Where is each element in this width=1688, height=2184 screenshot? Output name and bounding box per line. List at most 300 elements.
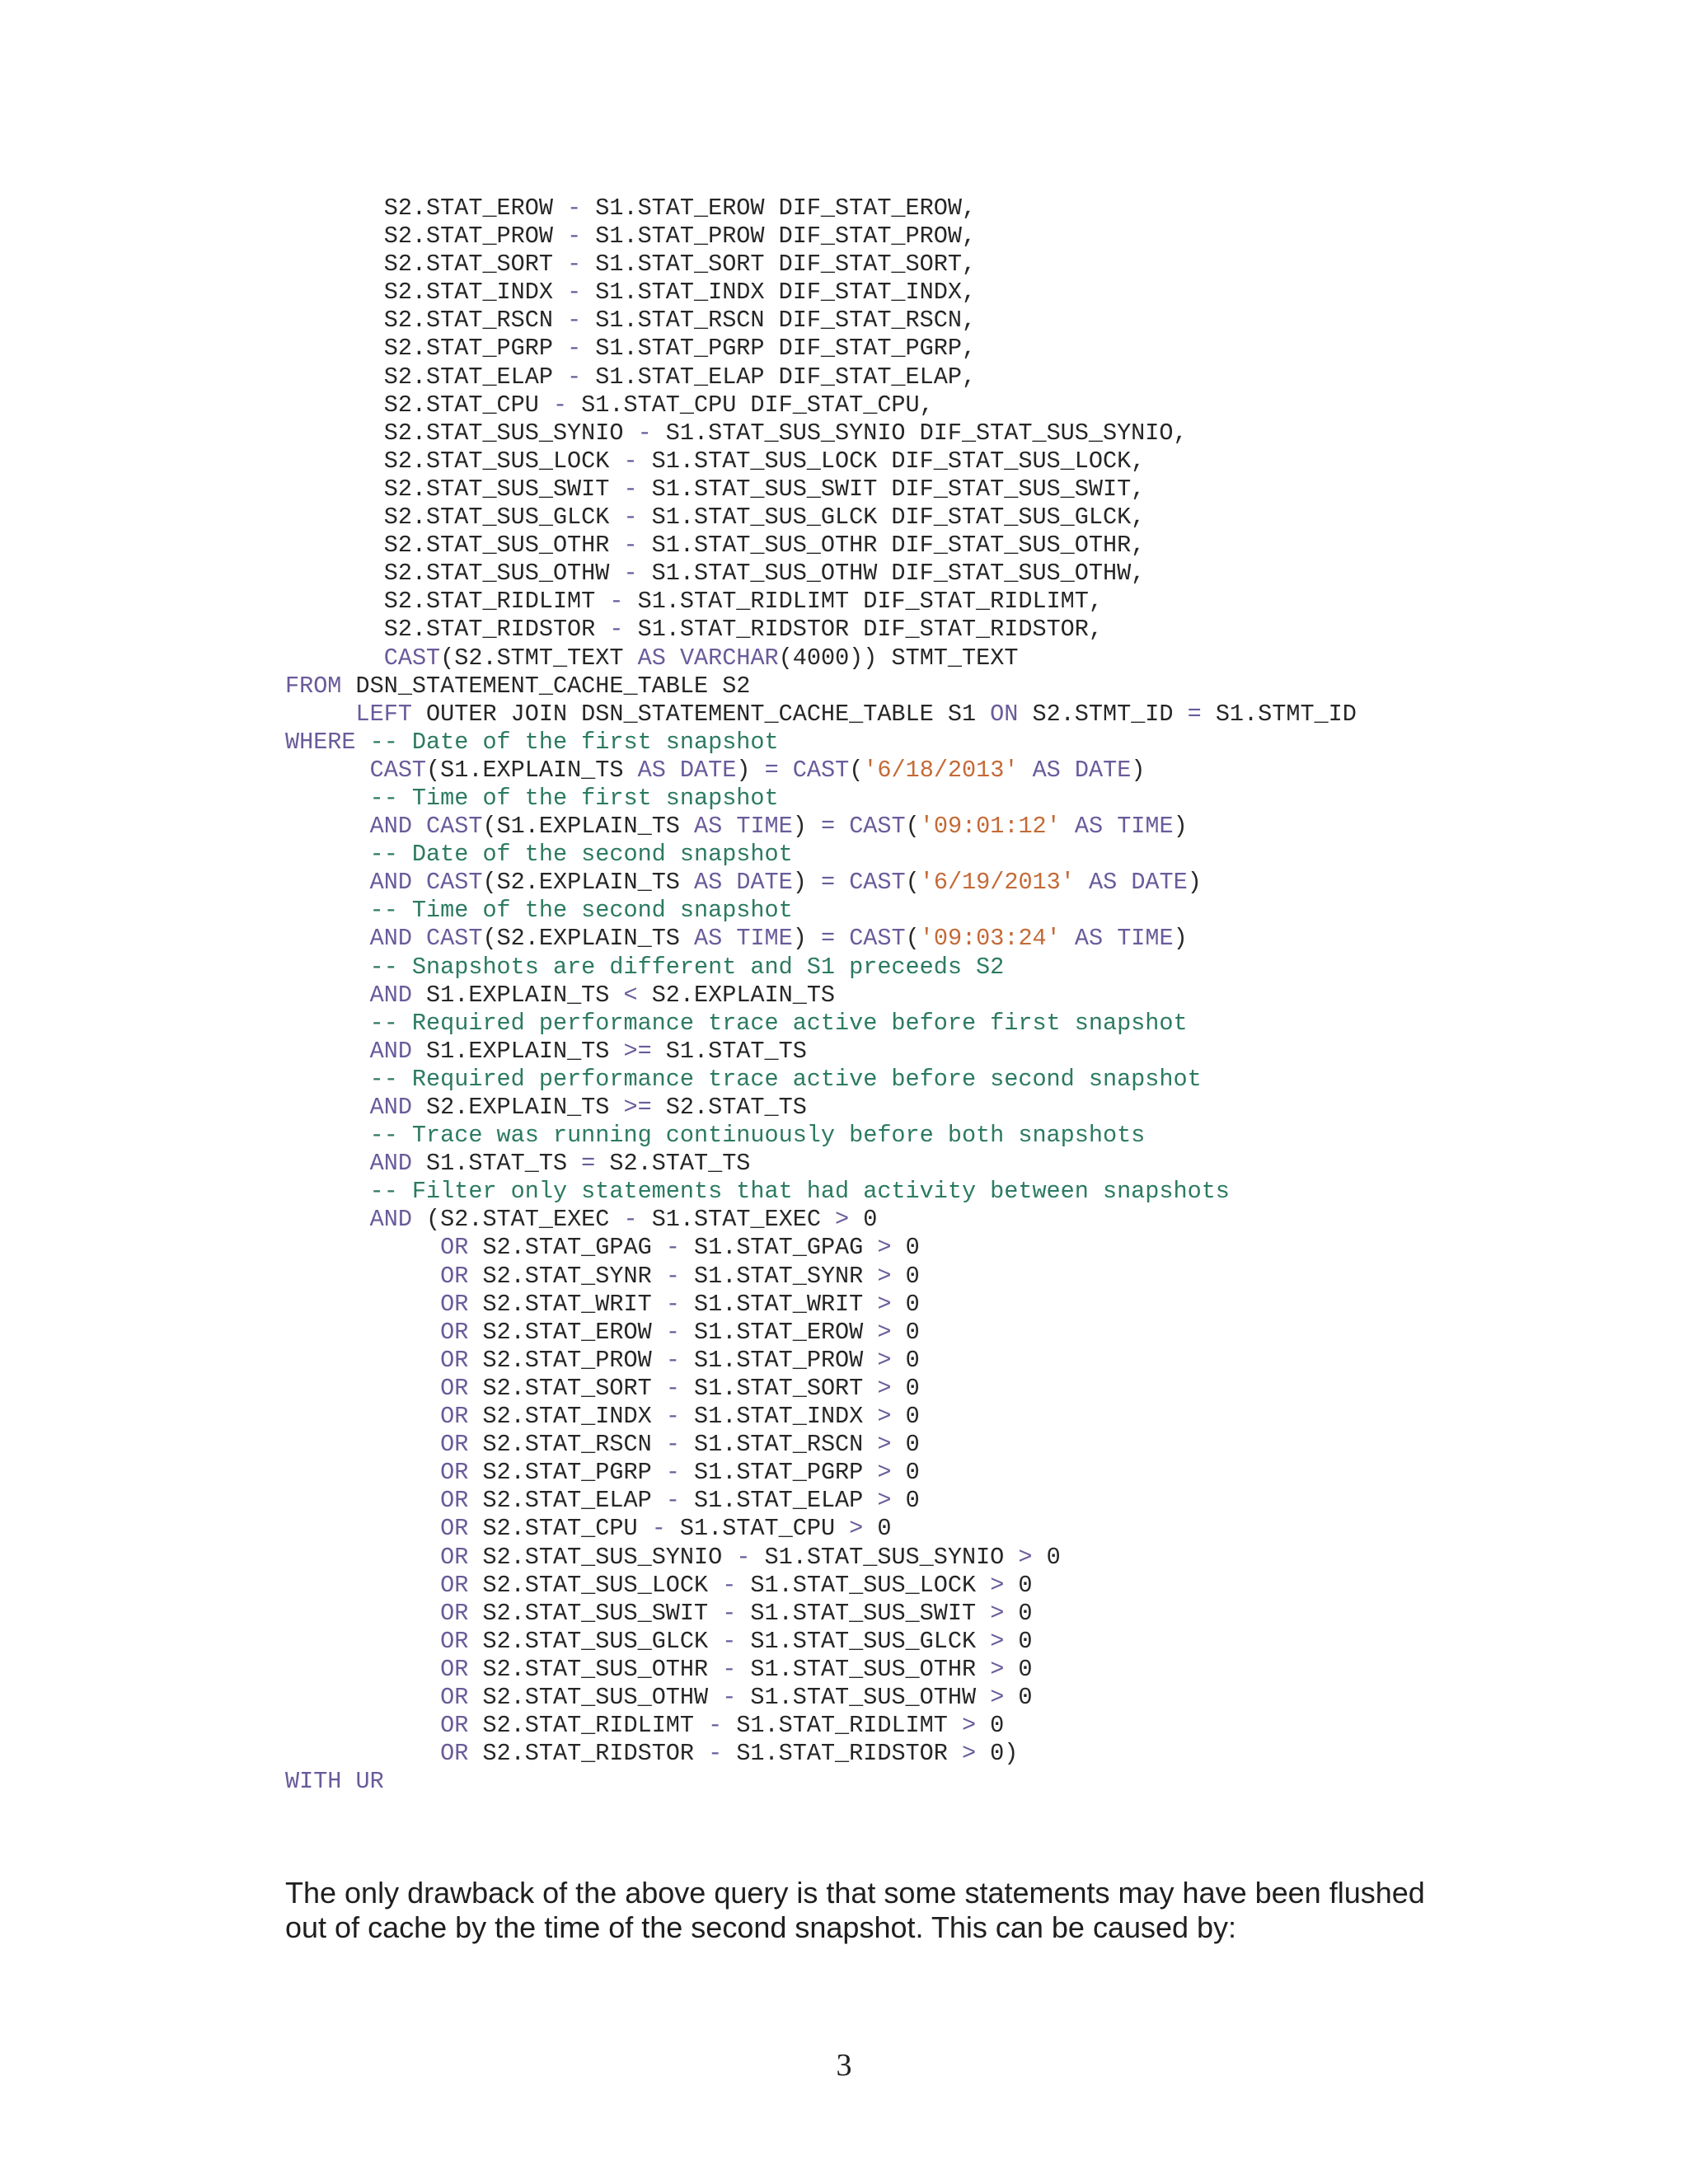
code-token: -: [665, 1318, 680, 1346]
code-line: [285, 925, 1357, 953]
code-token: S1.STAT_SUS_OTHR DIF_STAT_SUS_OTHR,: [637, 532, 1146, 560]
code-line: [285, 1094, 1357, 1122]
code-line: [285, 1628, 1357, 1656]
code-token: AS: [637, 644, 666, 672]
code-token: [285, 1010, 370, 1037]
code-token: S2.STAT_RIDSTOR: [468, 1740, 709, 1768]
code-line: [285, 335, 1357, 363]
code-token: >: [877, 1431, 892, 1459]
code-token: CAST: [849, 925, 906, 953]
code-token: S2.STMT_ID: [1018, 700, 1188, 728]
code-token: OR: [440, 1431, 469, 1459]
code-token: S1.STAT_RIDLIMT DIF_STAT_RIDLIMT,: [623, 588, 1103, 616]
code-token: S1.STAT_EROW: [679, 1318, 878, 1346]
code-line: [285, 448, 1357, 476]
code-token: ): [792, 813, 821, 841]
code-token: -- Date of the second snapshot: [369, 841, 793, 869]
code-token: S1.STAT_PGRP: [679, 1459, 878, 1487]
code-line: [285, 1263, 1357, 1291]
code-token: S2.STAT_CPU: [468, 1515, 652, 1543]
code-token: >: [877, 1459, 892, 1487]
code-token: S2.STAT_SUS_GLCK: [468, 1627, 723, 1655]
code-token: OR: [440, 1459, 469, 1487]
code-token: AS: [1074, 925, 1104, 953]
code-token: [722, 925, 736, 952]
code-token: ): [1173, 925, 1188, 953]
code-token: [285, 954, 370, 981]
code-token: S2.STAT_SORT: [285, 251, 568, 279]
code-token: S2.EXPLAIN_TS: [637, 981, 836, 1009]
code-token: [285, 925, 370, 952]
code-token: [285, 1544, 440, 1571]
code-line: [285, 1515, 1357, 1543]
code-token: S1.STAT_TS: [411, 1150, 582, 1178]
code-token: OR: [440, 1403, 469, 1431]
code-token: -: [623, 475, 638, 503]
code-token: >: [877, 1290, 892, 1318]
code-token: FROM: [285, 672, 342, 700]
code-line: [285, 1572, 1357, 1600]
code-token: -: [665, 1431, 680, 1459]
code-token: >: [877, 1403, 892, 1431]
code-token: S1.STAT_PROW: [679, 1346, 878, 1374]
code-token: [412, 813, 426, 840]
code-line: [285, 701, 1357, 729]
code-token: ): [792, 925, 821, 953]
code-token: S1.EXPLAIN_TS: [411, 981, 624, 1009]
code-token: [1018, 757, 1032, 784]
code-token: 0: [891, 1487, 920, 1515]
code-line: [285, 532, 1357, 560]
code-token: S2.STAT_RSCN: [285, 307, 568, 335]
code-line: [285, 1487, 1357, 1515]
code-token: >: [877, 1234, 892, 1262]
code-token: (S2.STAT_EXEC: [411, 1206, 624, 1234]
code-token: [285, 1656, 440, 1683]
code-token: =: [581, 1150, 596, 1178]
code-token: S1.STAT_PGRP DIF_STAT_PGRP,: [581, 335, 977, 363]
code-line: [285, 1038, 1357, 1066]
code-line: [285, 954, 1357, 982]
code-token: 0: [1004, 1571, 1033, 1599]
code-token: [285, 1628, 440, 1655]
code-token: [285, 897, 370, 924]
code-token: CAST: [369, 756, 427, 784]
code-token: S2.STAT_TS: [651, 1094, 807, 1121]
code-token: AS: [637, 756, 666, 784]
code-token: S2.STAT_SUS_OTHR: [468, 1655, 723, 1683]
code-token: OR: [440, 1515, 469, 1543]
code-token: [285, 1319, 440, 1346]
code-token: -: [552, 391, 568, 419]
code-token: VARCHAR: [679, 644, 779, 672]
code-line: [285, 1403, 1357, 1431]
code-line: [285, 1656, 1357, 1684]
code-token: [285, 1375, 440, 1402]
code-token: [285, 1600, 440, 1627]
code-token: [835, 813, 849, 840]
code-line: [285, 1431, 1357, 1459]
code-token: 0: [1004, 1683, 1033, 1711]
code-token: =: [764, 756, 779, 784]
code-token: DSN_STATEMENT_CACHE_TABLE S2: [341, 672, 751, 700]
code-token: -: [665, 1487, 680, 1515]
code-token: -- Time of the first snapshot: [369, 784, 779, 812]
code-token: AS: [694, 925, 723, 953]
code-line: [285, 1712, 1357, 1740]
code-token: AS: [1032, 756, 1061, 784]
code-token: 0: [891, 1403, 920, 1431]
code-token: [285, 1206, 370, 1233]
code-token: -: [651, 1515, 666, 1543]
code-token: S1.STAT_SUS_LOCK: [736, 1571, 991, 1599]
code-token: -: [567, 223, 582, 251]
code-token: AND: [369, 1037, 412, 1065]
code-token: (S2.EXPLAIN_TS: [482, 925, 695, 953]
code-token: WITH: [285, 1768, 342, 1796]
code-token: -: [736, 1543, 751, 1571]
code-token: >: [835, 1206, 850, 1234]
code-line: [285, 841, 1357, 869]
code-token: S1.STAT_CPU: [665, 1515, 850, 1543]
code-token: S1.STAT_RSCN DIF_STAT_RSCN,: [581, 307, 977, 335]
code-token: S2.STAT_CPU: [285, 391, 553, 419]
code-token: AND: [369, 1206, 412, 1234]
code-token: CAST: [849, 869, 906, 897]
code-token: [285, 841, 370, 868]
code-token: LEFT: [355, 700, 412, 728]
code-token: [285, 1263, 440, 1290]
code-token: S2.STAT_PGRP: [285, 335, 568, 363]
code-token: 0): [976, 1740, 1019, 1768]
code-token: AND: [369, 981, 412, 1009]
code-token: [779, 757, 793, 784]
code-line: [285, 1319, 1357, 1347]
code-token: S1.STAT_EXEC: [637, 1206, 836, 1234]
code-token: '09:01:12': [919, 813, 1061, 841]
code-token: OUTER JOIN DSN_STATEMENT_CACHE_TABLE S1: [411, 700, 991, 728]
code-token: S2.STAT_ELAP: [285, 363, 568, 391]
code-token: (: [849, 756, 864, 784]
code-token: 0: [891, 1431, 920, 1459]
code-token: [285, 1515, 440, 1542]
code-token: S2.STAT_EROW: [468, 1318, 666, 1346]
code-token: S2.STAT_TS: [595, 1150, 751, 1178]
code-line: [285, 1740, 1357, 1768]
code-token: -- Trace was running continuously before both snapshots: [369, 1122, 1146, 1150]
code-token: S1.STAT_INDX: [679, 1403, 878, 1431]
code-token: -: [722, 1627, 737, 1655]
code-token: AS: [1088, 869, 1118, 897]
code-token: [285, 1572, 440, 1599]
code-token: -: [708, 1740, 723, 1768]
code-token: S1.STAT_RIDLIMT: [722, 1712, 962, 1740]
code-line: [285, 757, 1357, 785]
code-token: -: [665, 1459, 680, 1487]
code-token: ): [1131, 756, 1146, 784]
code-token: S2.STAT_EROW: [285, 194, 568, 222]
code-token: [1103, 925, 1117, 952]
code-token: >: [990, 1655, 1005, 1683]
code-token: [1061, 925, 1075, 952]
code-token: S2.STAT_WRIT: [468, 1290, 666, 1318]
code-token: S2.STAT_SUS_OTHW: [468, 1683, 723, 1711]
code-line: [285, 644, 1357, 673]
code-token: (S2.STMT_TEXT: [440, 644, 638, 672]
code-token: '09:03:24': [919, 925, 1061, 953]
code-token: S1.STAT_EROW DIF_STAT_EROW,: [581, 194, 977, 222]
code-token: OR: [440, 1262, 469, 1290]
code-line: [285, 982, 1357, 1010]
code-line: [285, 307, 1357, 335]
code-token: S2.STAT_RIDLIMT: [285, 588, 610, 616]
code-token: S1.STAT_ELAP: [679, 1487, 878, 1515]
code-line: [285, 1122, 1357, 1150]
code-line: [285, 1206, 1357, 1234]
code-token: [412, 925, 426, 952]
code-line: [285, 1291, 1357, 1319]
code-line: [285, 1375, 1357, 1403]
code-token: -: [567, 194, 582, 222]
code-token: CAST: [792, 756, 850, 784]
code-token: S1.STAT_SUS_GLCK: [736, 1627, 991, 1655]
code-token: [285, 1459, 440, 1486]
code-token: S1.STAT_SUS_OTHW: [736, 1683, 991, 1711]
code-token: AND: [369, 869, 412, 897]
code-token: 0: [849, 1206, 878, 1234]
code-token: [285, 1038, 370, 1065]
code-token: =: [820, 925, 836, 953]
code-token: S1.STAT_RIDSTOR DIF_STAT_RIDSTOR,: [623, 616, 1103, 644]
code-token: (S1.EXPLAIN_TS: [426, 756, 638, 784]
code-token: S1.STAT_INDX DIF_STAT_INDX,: [581, 279, 977, 307]
code-token: [285, 869, 370, 896]
code-token: >: [990, 1599, 1005, 1627]
code-token: [285, 785, 370, 812]
code-line: [285, 504, 1357, 532]
code-token: S2.STAT_SUS_SYNIO: [285, 419, 638, 447]
code-token: [835, 869, 849, 896]
code-token: -: [623, 1206, 638, 1234]
code-token: >=: [623, 1094, 652, 1121]
code-token: [285, 1712, 440, 1739]
code-token: [835, 925, 849, 952]
code-token: AND: [369, 1150, 412, 1178]
code-token: OR: [440, 1346, 469, 1374]
code-token: -- Snapshots are different and S1 preceeds S2: [369, 953, 1005, 981]
code-token: ): [792, 869, 821, 897]
code-token: OR: [440, 1571, 469, 1599]
code-token: -: [665, 1290, 680, 1318]
code-token: ): [1187, 869, 1202, 897]
code-token: S2.STAT_SUS_GLCK: [285, 504, 624, 532]
page-number: 3: [836, 2048, 852, 2083]
code-token: 0: [891, 1262, 920, 1290]
code-token: -: [722, 1571, 737, 1599]
sql-code-block: [285, 194, 1357, 1796]
code-token: -: [567, 335, 582, 363]
body-paragraph: The only drawback of the above query is that some statements may have been flushed out of cache by the time of the second snapshot. This can be caused by:: [285, 1876, 1425, 1944]
code-token: >: [877, 1262, 892, 1290]
code-token: [1103, 813, 1117, 840]
code-token: OR: [440, 1234, 469, 1262]
code-token: [1061, 813, 1075, 840]
code-token: -- Date of the first snapshot: [369, 728, 779, 756]
code-token: >: [877, 1318, 892, 1346]
code-token: >: [961, 1740, 977, 1768]
code-token: [356, 729, 370, 756]
code-token: -: [623, 504, 638, 532]
code-token: -: [567, 279, 582, 307]
code-token: CAST: [426, 869, 483, 897]
code-token: >: [990, 1683, 1005, 1711]
code-token: OR: [440, 1599, 469, 1627]
code-token: OR: [440, 1318, 469, 1346]
code-token: S1.STAT_SUS_OTHW DIF_STAT_SUS_OTHW,: [637, 560, 1146, 588]
code-token: S2.STAT_ELAP: [468, 1487, 666, 1515]
code-token: [285, 1094, 370, 1121]
code-token: AS: [694, 813, 723, 841]
code-token: >: [961, 1712, 977, 1740]
code-token: OR: [440, 1683, 469, 1711]
code-token: 0: [891, 1318, 920, 1346]
code-token: AND: [369, 1094, 412, 1121]
code-token: [285, 1150, 370, 1177]
code-token: 0: [891, 1290, 920, 1318]
code-token: S1.STAT_SUS_OTHR: [736, 1655, 991, 1683]
code-line: [285, 1150, 1357, 1178]
code-token: '6/18/2013': [863, 756, 1019, 784]
code-line: [285, 391, 1357, 419]
code-token: >=: [623, 1037, 652, 1065]
code-token: S2.STAT_SUS_OTHW: [285, 560, 624, 588]
code-token: S1.STAT_RSCN: [679, 1431, 878, 1459]
code-token: -: [623, 532, 638, 560]
code-token: S1.STAT_WRIT: [679, 1290, 878, 1318]
code-token: S2.EXPLAIN_TS: [411, 1094, 624, 1121]
code-token: TIME: [1117, 813, 1174, 841]
code-token: CAST: [849, 813, 906, 841]
code-token: -: [665, 1374, 680, 1402]
code-token: ON: [990, 700, 1019, 728]
code-token: CAST: [426, 925, 483, 953]
code-token: OR: [440, 1374, 469, 1402]
code-token: [341, 1768, 355, 1795]
code-token: -: [722, 1599, 737, 1627]
code-line: [285, 1347, 1357, 1375]
code-token: >: [877, 1346, 892, 1374]
code-line: [285, 897, 1357, 925]
code-token: S1.STAT_SORT DIF_STAT_SORT,: [581, 251, 977, 279]
code-token: (: [905, 925, 920, 953]
code-token: 0: [1004, 1655, 1033, 1683]
code-token: 0: [891, 1346, 920, 1374]
code-token: -- Required performance trace active before second snapshot: [369, 1065, 1202, 1093]
code-token: S2.STAT_SORT: [468, 1374, 666, 1402]
code-token: -: [665, 1234, 680, 1262]
code-token: [412, 869, 426, 896]
code-token: S1.STAT_GPAG: [679, 1234, 878, 1262]
code-line: [285, 476, 1357, 504]
code-token: [285, 757, 370, 784]
code-line: [285, 1178, 1357, 1206]
code-token: =: [820, 869, 836, 897]
code-token: OR: [440, 1712, 469, 1740]
code-token: [285, 1403, 440, 1430]
code-token: -- Filter only statements that had activity between snapshots: [369, 1178, 1230, 1206]
code-token: >: [877, 1374, 892, 1402]
code-token: [285, 1178, 370, 1205]
code-token: S1.STAT_ELAP DIF_STAT_ELAP,: [581, 363, 977, 391]
code-token: DATE: [679, 756, 737, 784]
code-token: S2.STAT_SUS_SWIT: [285, 475, 624, 503]
code-token: S2.STAT_RSCN: [468, 1431, 666, 1459]
code-token: -- Required performance trace active before first snapshot: [369, 1009, 1188, 1037]
code-token: DATE: [1131, 869, 1188, 897]
code-token: -: [623, 447, 638, 475]
code-token: >: [849, 1515, 864, 1543]
code-token: -: [722, 1683, 737, 1711]
code-token: TIME: [1117, 925, 1174, 953]
code-token: =: [1187, 700, 1202, 728]
code-token: -: [665, 1346, 680, 1374]
code-token: CAST: [383, 644, 441, 672]
code-line: [285, 560, 1357, 588]
code-token: S1.EXPLAIN_TS: [411, 1037, 624, 1065]
code-token: [1117, 869, 1131, 896]
code-token: S2.STAT_SYNR: [468, 1262, 666, 1290]
code-token: S2.STAT_SUS_LOCK: [468, 1571, 723, 1599]
code-token: ): [1173, 813, 1188, 841]
code-token: WHERE: [285, 728, 356, 756]
code-token: [285, 1234, 440, 1261]
code-token: 0: [891, 1374, 920, 1402]
code-token: -: [665, 1403, 680, 1431]
code-token: -: [567, 363, 582, 391]
code-token: 0: [1032, 1543, 1061, 1571]
code-token: AND: [369, 925, 412, 953]
code-line: [285, 616, 1357, 644]
code-token: [666, 644, 680, 672]
code-line: [285, 251, 1357, 279]
code-token: [285, 813, 370, 840]
code-token: OR: [440, 1543, 469, 1571]
code-token: >: [877, 1487, 892, 1515]
code-token: OR: [440, 1740, 469, 1768]
code-token: >: [990, 1571, 1005, 1599]
code-token: S1.STAT_SYNR: [679, 1262, 878, 1290]
code-token: -: [609, 588, 624, 616]
code-token: OR: [440, 1487, 469, 1515]
code-token: 0: [976, 1712, 1005, 1740]
code-token: =: [820, 813, 836, 841]
code-token: [285, 1431, 440, 1458]
code-token: [285, 1291, 440, 1318]
code-token: S2.STAT_GPAG: [468, 1234, 666, 1262]
code-line: [285, 588, 1357, 616]
code-token: S1.STAT_CPU DIF_STAT_CPU,: [567, 391, 934, 419]
code-line: [285, 785, 1357, 813]
code-token: [285, 1066, 370, 1093]
code-line: [285, 1010, 1357, 1038]
code-token: [666, 757, 680, 784]
code-token: -: [665, 1262, 680, 1290]
code-token: -: [623, 560, 638, 588]
code-line: [285, 1459, 1357, 1487]
code-token: (S1.EXPLAIN_TS: [482, 813, 695, 841]
code-token: TIME: [736, 925, 793, 953]
code-token: S1.STAT_SUS_SWIT: [736, 1599, 991, 1627]
